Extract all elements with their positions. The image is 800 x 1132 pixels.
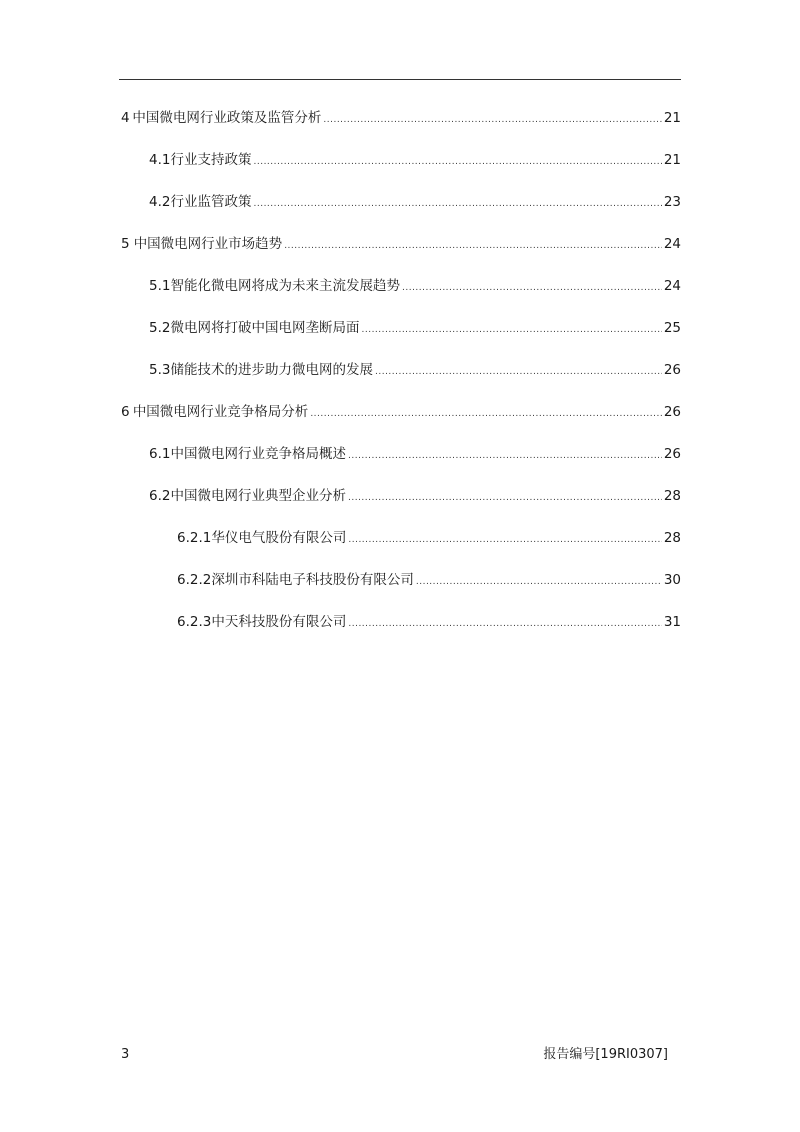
toc-page: 21 bbox=[663, 152, 681, 168]
toc-number: 5 bbox=[121, 236, 130, 252]
toc-page: 26 bbox=[663, 404, 681, 420]
toc-number: 4.2 bbox=[149, 194, 171, 210]
toc-title: 中国微电网行业市场趋势 bbox=[133, 236, 283, 252]
toc-leader bbox=[253, 194, 661, 214]
toc-leader bbox=[416, 572, 662, 592]
toc-page: 25 bbox=[663, 320, 681, 336]
toc-entry[interactable] bbox=[149, 318, 681, 338]
toc-entry[interactable] bbox=[121, 234, 681, 254]
header-rule bbox=[119, 79, 681, 80]
toc-title: 微电网将打破中国电网垄断局面 bbox=[170, 320, 360, 336]
toc-number: 6 bbox=[121, 404, 130, 420]
toc-number: 5.3 bbox=[149, 362, 171, 378]
toc-title: 中天科技股份有限公司 bbox=[211, 614, 347, 630]
toc-title: 行业监管政策 bbox=[170, 194, 252, 210]
toc-page: 28 bbox=[663, 488, 681, 504]
toc-title: 中国微电网行业竞争格局概述 bbox=[170, 446, 346, 462]
toc-leader bbox=[348, 488, 662, 508]
toc-entry[interactable] bbox=[149, 486, 681, 506]
toc-page: 28 bbox=[663, 530, 681, 546]
toc-title: 中国微电网行业竞争格局分析 bbox=[132, 404, 309, 420]
toc-title: 智能化微电网将成为未来主流发展趋势 bbox=[170, 278, 400, 294]
toc-leader bbox=[284, 236, 662, 256]
toc-number: 5.2 bbox=[149, 320, 171, 336]
toc-title: 中国微电网行业典型企业分析 bbox=[170, 488, 346, 504]
toc-number: 6.2.3 bbox=[177, 614, 212, 630]
toc-leader bbox=[323, 110, 661, 130]
toc-entry[interactable] bbox=[177, 612, 681, 632]
toc-title: 中国微电网行业政策及监管分析 bbox=[132, 110, 322, 126]
toc-leader bbox=[402, 278, 662, 298]
toc-title: 储能技术的进步助力微电网的发展 bbox=[170, 362, 373, 378]
toc-leader bbox=[375, 362, 662, 382]
toc-title: 行业支持政策 bbox=[170, 152, 252, 168]
toc-number: 6.1 bbox=[149, 446, 171, 462]
toc-entry[interactable] bbox=[149, 150, 681, 170]
toc-title: 华仪电气股份有限公司 bbox=[211, 530, 347, 546]
toc-number: 4.1 bbox=[149, 152, 171, 168]
toc-leader bbox=[310, 404, 662, 424]
toc-entry[interactable] bbox=[149, 360, 681, 380]
footer-report-id: 报告编号[19RI0307] bbox=[543, 1047, 668, 1062]
toc-entry[interactable] bbox=[149, 192, 681, 212]
toc-entry[interactable] bbox=[121, 108, 681, 128]
toc-number: 4 bbox=[121, 110, 130, 126]
toc-page: 24 bbox=[663, 236, 681, 252]
toc-page: 23 bbox=[663, 194, 681, 210]
toc-leader bbox=[348, 530, 661, 550]
toc-page: 26 bbox=[663, 446, 681, 462]
toc-entry[interactable] bbox=[149, 276, 681, 296]
toc-title: 深圳市科陆电子科技股份有限公司 bbox=[211, 572, 414, 588]
toc-leader bbox=[348, 446, 662, 466]
toc-page: 31 bbox=[663, 614, 681, 630]
toc-number: 6.2 bbox=[149, 488, 171, 504]
toc-leader bbox=[348, 614, 661, 634]
toc-page: 21 bbox=[663, 110, 681, 126]
footer-page-number: 3 bbox=[121, 1047, 130, 1062]
toc-number: 5.1 bbox=[149, 278, 171, 294]
toc-number: 6.2.1 bbox=[177, 530, 212, 546]
toc-entry[interactable] bbox=[121, 402, 681, 422]
toc-entry[interactable] bbox=[177, 570, 681, 590]
toc-entry[interactable] bbox=[149, 444, 681, 464]
toc-entry[interactable] bbox=[177, 528, 681, 548]
toc-page: 30 bbox=[663, 572, 681, 588]
toc-page: 24 bbox=[663, 278, 681, 294]
toc-leader bbox=[253, 152, 661, 172]
toc-page: 26 bbox=[663, 362, 681, 378]
toc-leader bbox=[361, 320, 661, 340]
toc-number: 6.2.2 bbox=[177, 572, 212, 588]
